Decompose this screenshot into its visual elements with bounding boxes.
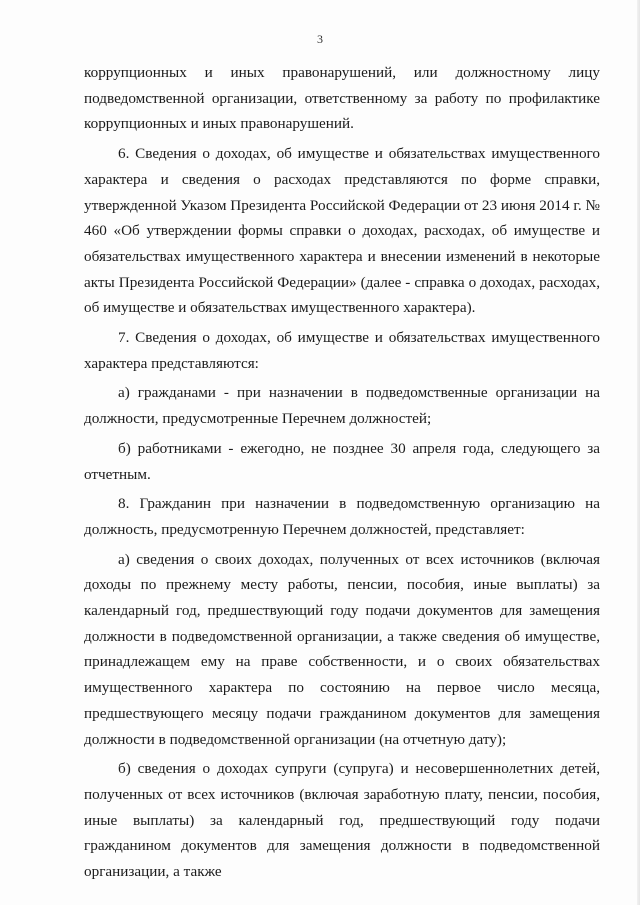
page-number: 3 <box>317 32 323 46</box>
paragraph-item-8b: б) сведения о доходах супруги (супруга) и несовершеннолетних детей, полученных от всех источников (включая заработную плату, пенсии, пособия, иные выплаты) за календарный год, предшествующий году подачи гражданином документов для замещения должности в подведомственной организации, а также <box>84 760 600 881</box>
paragraph-item-7: 7. Сведения о доходах, об имуществе и обязательствах имущественного характера представляются: <box>84 329 600 372</box>
paragraph-item-7a: а) гражданами - при назначении в подведомственные организации на должности, предусмотренные Перечнем должностей; <box>84 384 600 428</box>
paragraph-continuation: коррупционных и иных правонарушений, или должностному лицу подведомственной организации, ответственному за работу по профилактике коррупционных и иных правонарушений. <box>84 64 600 133</box>
paragraph-item-6: 6. Сведения о доходах, об имуществе и обязательствах имущественного характера и сведения о расходах представляются по форме справки, утвержденной Указом Президента Российской Федерации от 23 июня 2014 г. № 460 «Об утверждении формы справки о доходах, расходах, об имуществе и обязательствах имущественного характера и внесении изменений в некоторые акты Президента Российской Федерации» (далее - справка о доходах, расходах, об имуществе и обязательствах имущественного характера). <box>84 145 601 317</box>
paragraph-item-8: 8. Гражданин при назначении в подведомственную организацию на должность, предусмотренную Перечнем должностей, представляет: <box>84 495 600 538</box>
document-body <box>84 60 600 885</box>
paragraph-item-7b: б) работниками - ежегодно, не позднее 30 апреля года, следующего за отчетным. <box>84 439 600 483</box>
paragraph-item-8a: а) сведения о своих доходах, полученных от всех источников (включая доходы по прежнему месту работы, пенсии, пособия, иные выплаты) за календарный год, предшествующий году подачи документов для замещения должности в подведомственной организации, а также сведения об имуществе, принадлежащем ему на праве собственности, и о своих обязательствах имущественного характера по состоянию на первое число месяца, предшествующего месяцу подачи гражданином документов для замещения должности в подведомственной организации (на отчетную дату); <box>84 550 600 748</box>
